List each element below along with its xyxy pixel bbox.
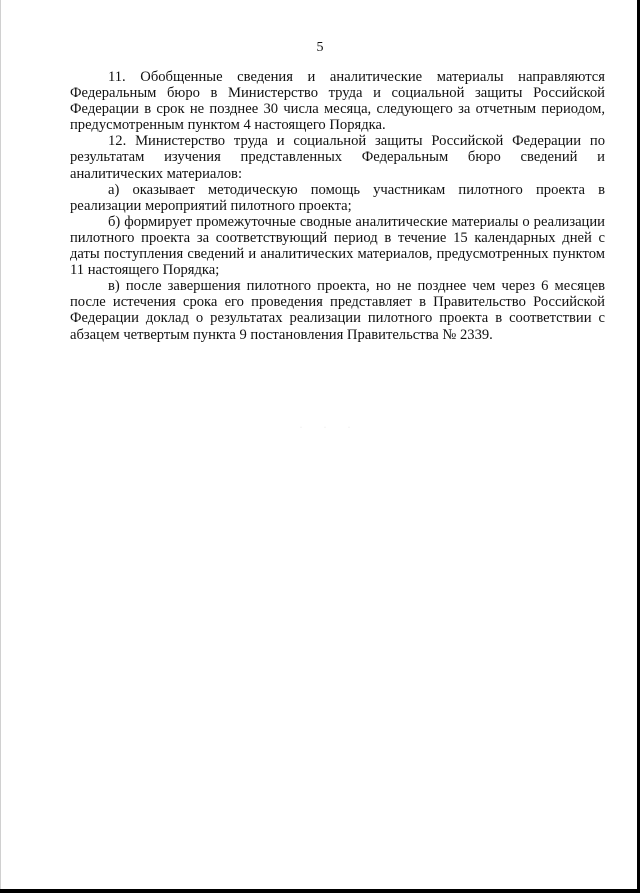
subparagraph-b: б) формирует промежуточные сводные аналитические материалы о реализации пилотного проекта за соответствующий период в течение 15 календарных дней с даты поступления сведений и аналитических материалов, предусмотренных пунктом 11 настоящего Порядка; (70, 213, 605, 279)
subparagraph-a: а) оказывает методическую помощь участникам пилотного проекта в реализации мероприятий пилотного проекта; (70, 181, 605, 214)
scan-edge-left (0, 0, 1, 893)
scan-edge-bottom (0, 889, 640, 893)
paragraph-11: 11. Обобщенные сведения и аналитические материалы направляются Федеральным бюро в Министерство труда и социальной защиты Российской Федерации в срок не позднее 30 числа месяца, следующего за отчетным периодом, предусмотренным пунктом 4 настоящего Порядка. (70, 69, 605, 134)
paragraph-12: 12. Министерство труда и социальной защиты Российской Федерации по результатам изучения представленных Федеральным бюро сведений и аналитических материалов: (70, 133, 605, 182)
scan-artifact-dots: ·​·​· (300, 425, 372, 431)
subparagraph-v: в) после завершения пилотного проекта, но не позднее чем через 6 месяцев после истечения срока его проведения представляет в Правительство Российской Федерации доклад о результатах реализации пилотного проекта в соответствии с абзацем четвертым пункта 9 постановления Правительства № 2339. (70, 278, 605, 343)
document-body (70, 69, 605, 343)
page-number: 5 (316, 40, 324, 55)
